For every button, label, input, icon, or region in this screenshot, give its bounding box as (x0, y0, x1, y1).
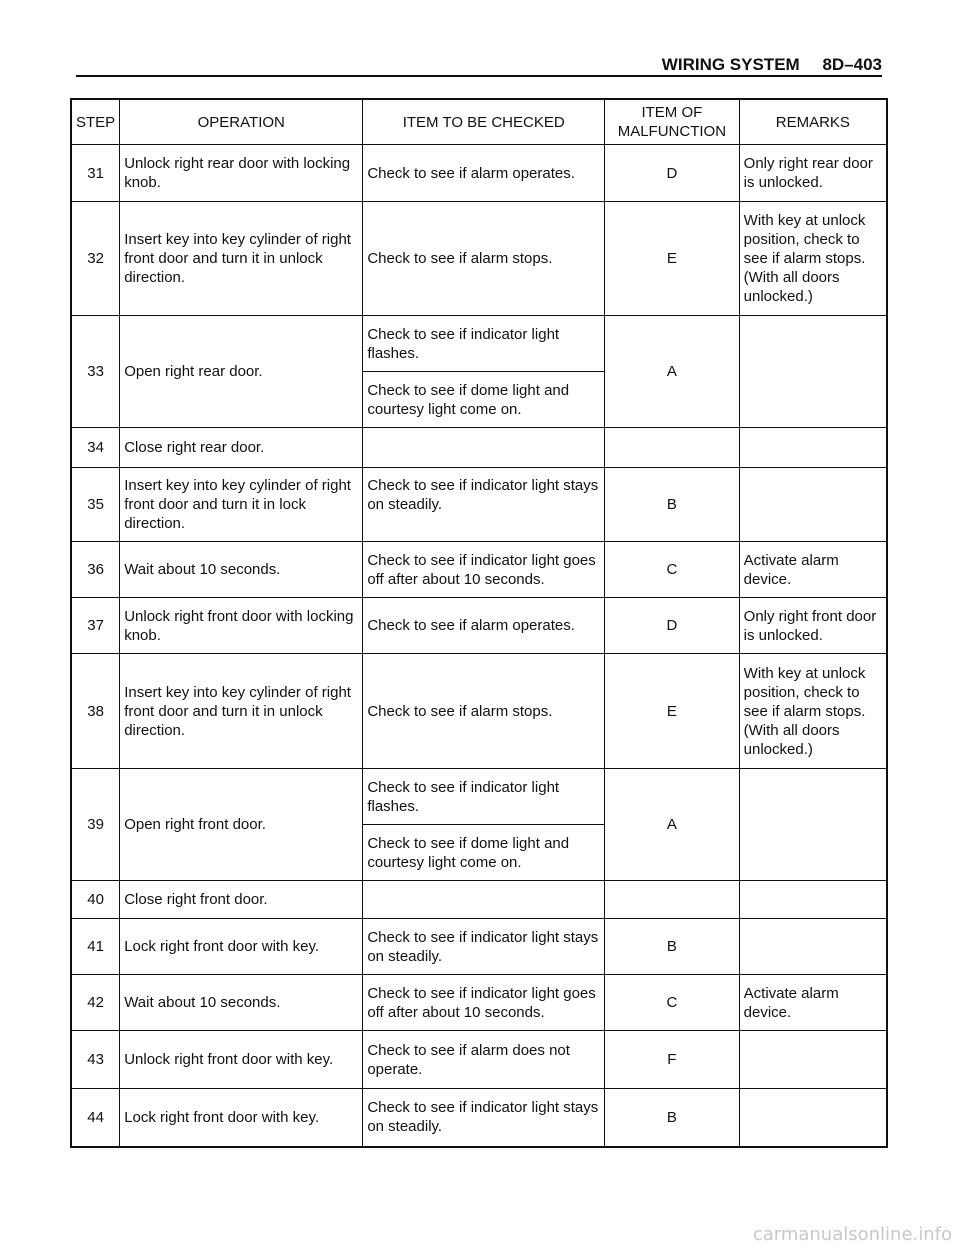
table-row (71, 919, 887, 975)
remarks-cell: With key at unlock position, check to see if alarm stops. (With all doors unlocked.) (739, 654, 887, 769)
item-cell: Check to see if indicator light goes off after about 10 seconds. (363, 975, 605, 1031)
remarks-cell (739, 316, 887, 428)
table-row (71, 769, 887, 825)
item-cell (363, 881, 605, 919)
operation-cell: Open right front door. (120, 769, 363, 881)
step-cell: 32 (71, 202, 120, 316)
step-cell: 41 (71, 919, 120, 975)
step-cell: 36 (71, 542, 120, 598)
column-header-item: ITEM TO BE CHECKED (363, 99, 605, 145)
step-cell: 43 (71, 1031, 120, 1089)
item-cell: Check to see if alarm operates. (363, 145, 605, 202)
item-cell: Check to see if alarm operates. (363, 598, 605, 654)
table-header-row (71, 99, 887, 145)
step-cell: 38 (71, 654, 120, 769)
operation-cell: Unlock right front door with locking knob. (120, 598, 363, 654)
operation-cell: Unlock right front door with key. (120, 1031, 363, 1089)
step-cell: 34 (71, 428, 120, 468)
page-number: 8D–403 (822, 55, 882, 74)
watermark-footer: carmanualsonline.info (752, 1224, 952, 1245)
operation-cell: Unlock right rear door with locking knob. (120, 145, 363, 202)
operation-cell: Open right rear door. (120, 316, 363, 428)
remarks-cell (739, 919, 887, 975)
item-cell: Check to see if dome light and courtesy light come on. (363, 372, 605, 428)
item-cell: Check to see if indicator light stays on steadily. (363, 468, 605, 542)
column-header-remarks: REMARKS (739, 99, 887, 145)
inspection-table (70, 98, 888, 1148)
remarks-cell: Only right front door is unlocked. (739, 598, 887, 654)
operation-cell: Lock right front door with key. (120, 1089, 363, 1147)
operation-cell: Insert key into key cylinder of right front door and turn it in lock direction. (120, 468, 363, 542)
operation-cell: Wait about 10 seconds. (120, 542, 363, 598)
item-cell: Check to see if indicator light goes off after about 10 seconds. (363, 542, 605, 598)
table-row (71, 542, 887, 598)
item-cell: Check to see if indicator light stays on steadily. (363, 919, 605, 975)
step-cell: 39 (71, 769, 120, 881)
item-cell: Check to see if dome light and courtesy light come on. (363, 825, 605, 881)
malfunction-cell: E (605, 654, 740, 769)
table-row (71, 428, 887, 468)
remarks-cell (739, 468, 887, 542)
item-cell: Check to see if alarm stops. (363, 654, 605, 769)
remarks-cell: Activate alarm device. (739, 975, 887, 1031)
table-row (71, 1031, 887, 1089)
step-cell: 31 (71, 145, 120, 202)
item-cell: Check to see if alarm stops. (363, 202, 605, 316)
table-row (71, 1089, 887, 1147)
remarks-cell: Only right rear door is unlocked. (739, 145, 887, 202)
remarks-cell (739, 428, 887, 468)
table-row (71, 881, 887, 919)
remarks-cell (739, 769, 887, 881)
remarks-cell (739, 1089, 887, 1147)
step-cell: 44 (71, 1089, 120, 1147)
malfunction-cell: E (605, 202, 740, 316)
malfunction-cell: B (605, 919, 740, 975)
table-row (71, 316, 887, 372)
table-row (71, 975, 887, 1031)
operation-cell: Insert key into key cylinder of right front door and turn it in unlock direction. (120, 654, 363, 769)
header-divider (76, 75, 882, 77)
operation-cell: Close right front door. (120, 881, 363, 919)
malfunction-cell: D (605, 598, 740, 654)
remarks-cell (739, 1031, 887, 1089)
malfunction-cell (605, 428, 740, 468)
malfunction-cell: D (605, 145, 740, 202)
step-cell: 40 (71, 881, 120, 919)
step-cell: 37 (71, 598, 120, 654)
column-header-malfunction: ITEM OF MALFUNCTION (605, 99, 740, 145)
item-cell: Check to see if indicator light flashes. (363, 316, 605, 372)
operation-cell: Lock right front door with key. (120, 919, 363, 975)
step-cell: 33 (71, 316, 120, 428)
operation-cell: Insert key into key cylinder of right front door and turn it in unlock direction. (120, 202, 363, 316)
operation-cell: Close right rear door. (120, 428, 363, 468)
table-row (71, 654, 887, 769)
malfunction-cell: A (605, 769, 740, 881)
remarks-cell: Activate alarm device. (739, 542, 887, 598)
table-row (71, 468, 887, 542)
malfunction-cell: B (605, 1089, 740, 1147)
item-cell (363, 428, 605, 468)
malfunction-cell: A (605, 316, 740, 428)
malfunction-cell (605, 881, 740, 919)
malfunction-cell: C (605, 975, 740, 1031)
malfunction-cell: B (605, 468, 740, 542)
operation-cell: Wait about 10 seconds. (120, 975, 363, 1031)
malfunction-cell: F (605, 1031, 740, 1089)
page-header (662, 55, 882, 75)
item-cell: Check to see if indicator light stays on steadily. (363, 1089, 605, 1147)
section-title: WIRING SYSTEM (661, 55, 800, 74)
table-row (71, 202, 887, 316)
table-row (71, 598, 887, 654)
remarks-cell: With key at unlock position, check to see if alarm stops. (With all doors unlocked.) (739, 202, 887, 316)
table-row (71, 145, 887, 202)
step-cell: 35 (71, 468, 120, 542)
malfunction-cell: C (605, 542, 740, 598)
step-cell: 42 (71, 975, 120, 1031)
remarks-cell (739, 881, 887, 919)
column-header-operation: OPERATION (120, 99, 363, 145)
item-cell: Check to see if indicator light flashes. (363, 769, 605, 825)
column-header-step: STEP (71, 99, 120, 145)
item-cell: Check to see if alarm does not operate. (363, 1031, 605, 1089)
